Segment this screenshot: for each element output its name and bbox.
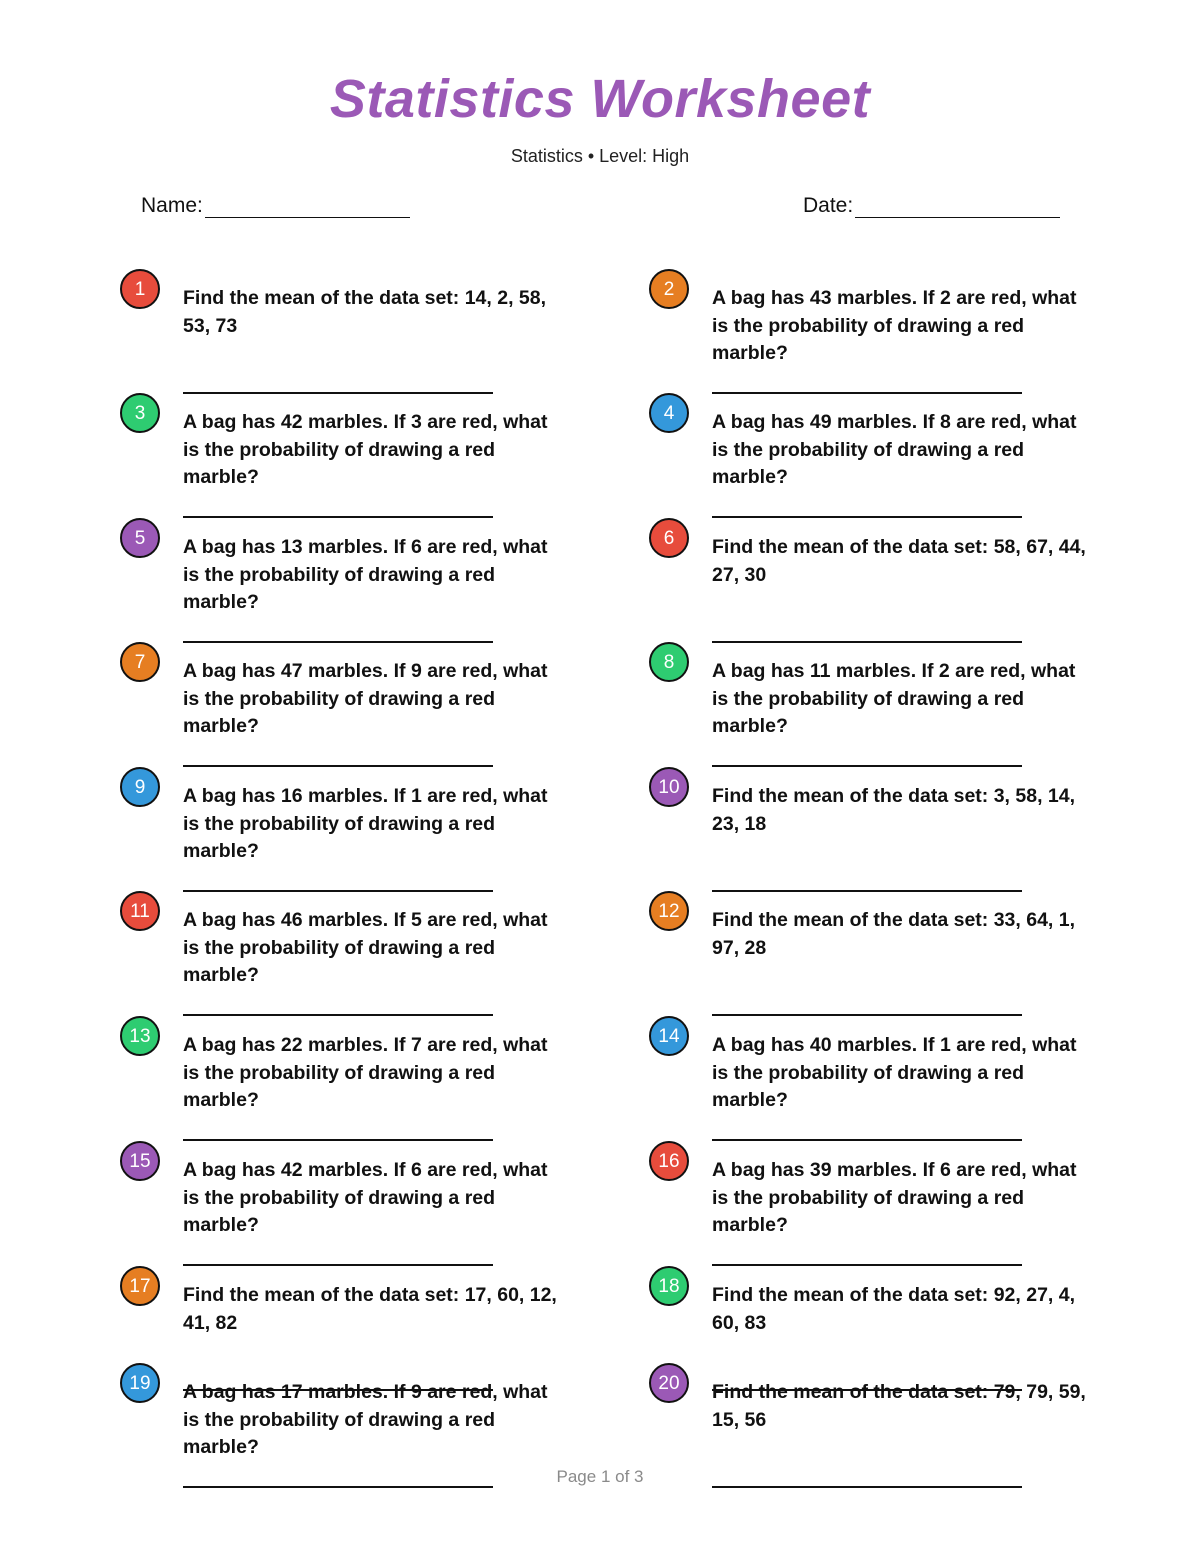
problem-number-badge: 15 bbox=[120, 1141, 160, 1181]
problem-number-badge: 8 bbox=[649, 642, 689, 682]
problem-number-badge: 10 bbox=[649, 767, 689, 807]
problem-number-badge: 2 bbox=[649, 269, 689, 309]
problem-15 bbox=[120, 1141, 580, 1251]
problem-text: A bag has 43 marbles. If 2 are red, what is the probability of drawing a red marble? bbox=[712, 287, 1077, 364]
worksheet-subtitle: Statistics • Level: High bbox=[510, 146, 690, 166]
problem-13 bbox=[120, 1016, 580, 1126]
problem-number-badge: 3 bbox=[120, 393, 160, 433]
problem-text: Find the mean of the data set: 3, 58, 14, 23, 18 bbox=[712, 785, 1076, 835]
problem-number-badge: 1 bbox=[120, 269, 160, 309]
date-label: Date: bbox=[803, 194, 854, 217]
problem-19 bbox=[120, 1363, 580, 1473]
problem-text: A bag has 16 marbles. If 1 are red, what is the probability of drawing a red marble? bbox=[183, 785, 548, 862]
problem-text: A bag has 11 marbles. If 2 are red, what is the probability of drawing a red marble? bbox=[712, 660, 1076, 737]
problem-text: A bag has 42 marbles. If 6 are red, what is the probability of drawing a red marble? bbox=[183, 1159, 548, 1236]
date-field[interactable] bbox=[803, 194, 1060, 218]
problem-1 bbox=[120, 269, 580, 379]
problem-2 bbox=[649, 269, 1109, 379]
problem-number-badge: 4 bbox=[649, 393, 689, 433]
problem-text: A bag has 22 marbles. If 7 are red, what is the probability of drawing a red marble? bbox=[183, 1034, 548, 1111]
problem-20 bbox=[649, 1363, 1109, 1473]
problem-number-badge: 18 bbox=[649, 1266, 689, 1306]
date-blank-line[interactable] bbox=[855, 195, 1060, 218]
name-blank-line[interactable] bbox=[205, 195, 410, 218]
problem-4 bbox=[649, 393, 1109, 503]
problem-number-badge: 9 bbox=[120, 767, 160, 807]
problem-text: Find the mean of the data set: 33, 64, 1, 97, 28 bbox=[712, 909, 1076, 959]
problem-number-badge: 11 bbox=[120, 891, 160, 931]
page-number: Page 1 of 3 bbox=[556, 1467, 644, 1486]
problem-18 bbox=[649, 1266, 1109, 1376]
name-label: Name: bbox=[141, 194, 203, 217]
problem-text: A bag has 46 marbles. If 5 are red, what is the probability of drawing a red marble? bbox=[183, 909, 548, 986]
problem-7 bbox=[120, 642, 580, 752]
problem-text: Find the mean of the data set: 79, 79, 59, 15, 56 bbox=[712, 1381, 1086, 1431]
problem-text: Find the mean of the data set: 17, 60, 12, 41, 82 bbox=[183, 1284, 557, 1334]
problem-12 bbox=[649, 891, 1109, 1001]
problem-3 bbox=[120, 393, 580, 503]
problem-number-badge: 6 bbox=[649, 518, 689, 558]
problem-text: Find the mean of the data set: 92, 27, 4, 60, 83 bbox=[712, 1284, 1076, 1334]
problem-14 bbox=[649, 1016, 1109, 1126]
problem-text: A bag has 47 marbles. If 9 are red, what is the probability of drawing a red marble? bbox=[183, 660, 548, 737]
problem-6 bbox=[649, 518, 1109, 628]
problem-number-badge: 5 bbox=[120, 518, 160, 558]
problem-text: A bag has 42 marbles. If 3 are red, what is the probability of drawing a red marble? bbox=[183, 411, 548, 488]
name-field[interactable] bbox=[141, 194, 410, 218]
problem-8 bbox=[649, 642, 1109, 752]
problem-number-badge: 13 bbox=[120, 1016, 160, 1056]
problem-number-badge: 7 bbox=[120, 642, 160, 682]
problem-text: A bag has 39 marbles. If 6 are red, what is the probability of drawing a red marble? bbox=[712, 1159, 1077, 1236]
problem-17 bbox=[120, 1266, 580, 1376]
worksheet-title: Statistics Worksheet bbox=[329, 69, 871, 129]
problem-text: A bag has 13 marbles. If 6 are red, what is the probability of drawing a red marble? bbox=[183, 536, 548, 613]
problem-text: A bag has 40 marbles. If 1 are red, what is the probability of drawing a red marble? bbox=[712, 1034, 1077, 1111]
problem-9 bbox=[120, 767, 580, 877]
problem-number-badge: 19 bbox=[120, 1363, 160, 1403]
problem-number-badge: 16 bbox=[649, 1141, 689, 1181]
problem-text: A bag has 49 marbles. If 8 are red, what is the probability of drawing a red marble? bbox=[712, 411, 1077, 488]
problem-text: A bag has 17 marbles. If 9 are red, what is the probability of drawing a red marble? bbox=[183, 1381, 548, 1458]
problem-16 bbox=[649, 1141, 1109, 1251]
problem-11 bbox=[120, 891, 580, 1001]
problem-number-badge: 12 bbox=[649, 891, 689, 931]
problem-number-badge: 20 bbox=[649, 1363, 689, 1403]
problem-5 bbox=[120, 518, 580, 628]
problem-number-badge: 14 bbox=[649, 1016, 689, 1056]
problem-number-badge: 17 bbox=[120, 1266, 160, 1306]
problem-10 bbox=[649, 767, 1109, 877]
problem-text: Find the mean of the data set: 58, 67, 44, 27, 30 bbox=[712, 536, 1086, 586]
problem-text: Find the mean of the data set: 14, 2, 58, 53, 73 bbox=[183, 287, 547, 337]
